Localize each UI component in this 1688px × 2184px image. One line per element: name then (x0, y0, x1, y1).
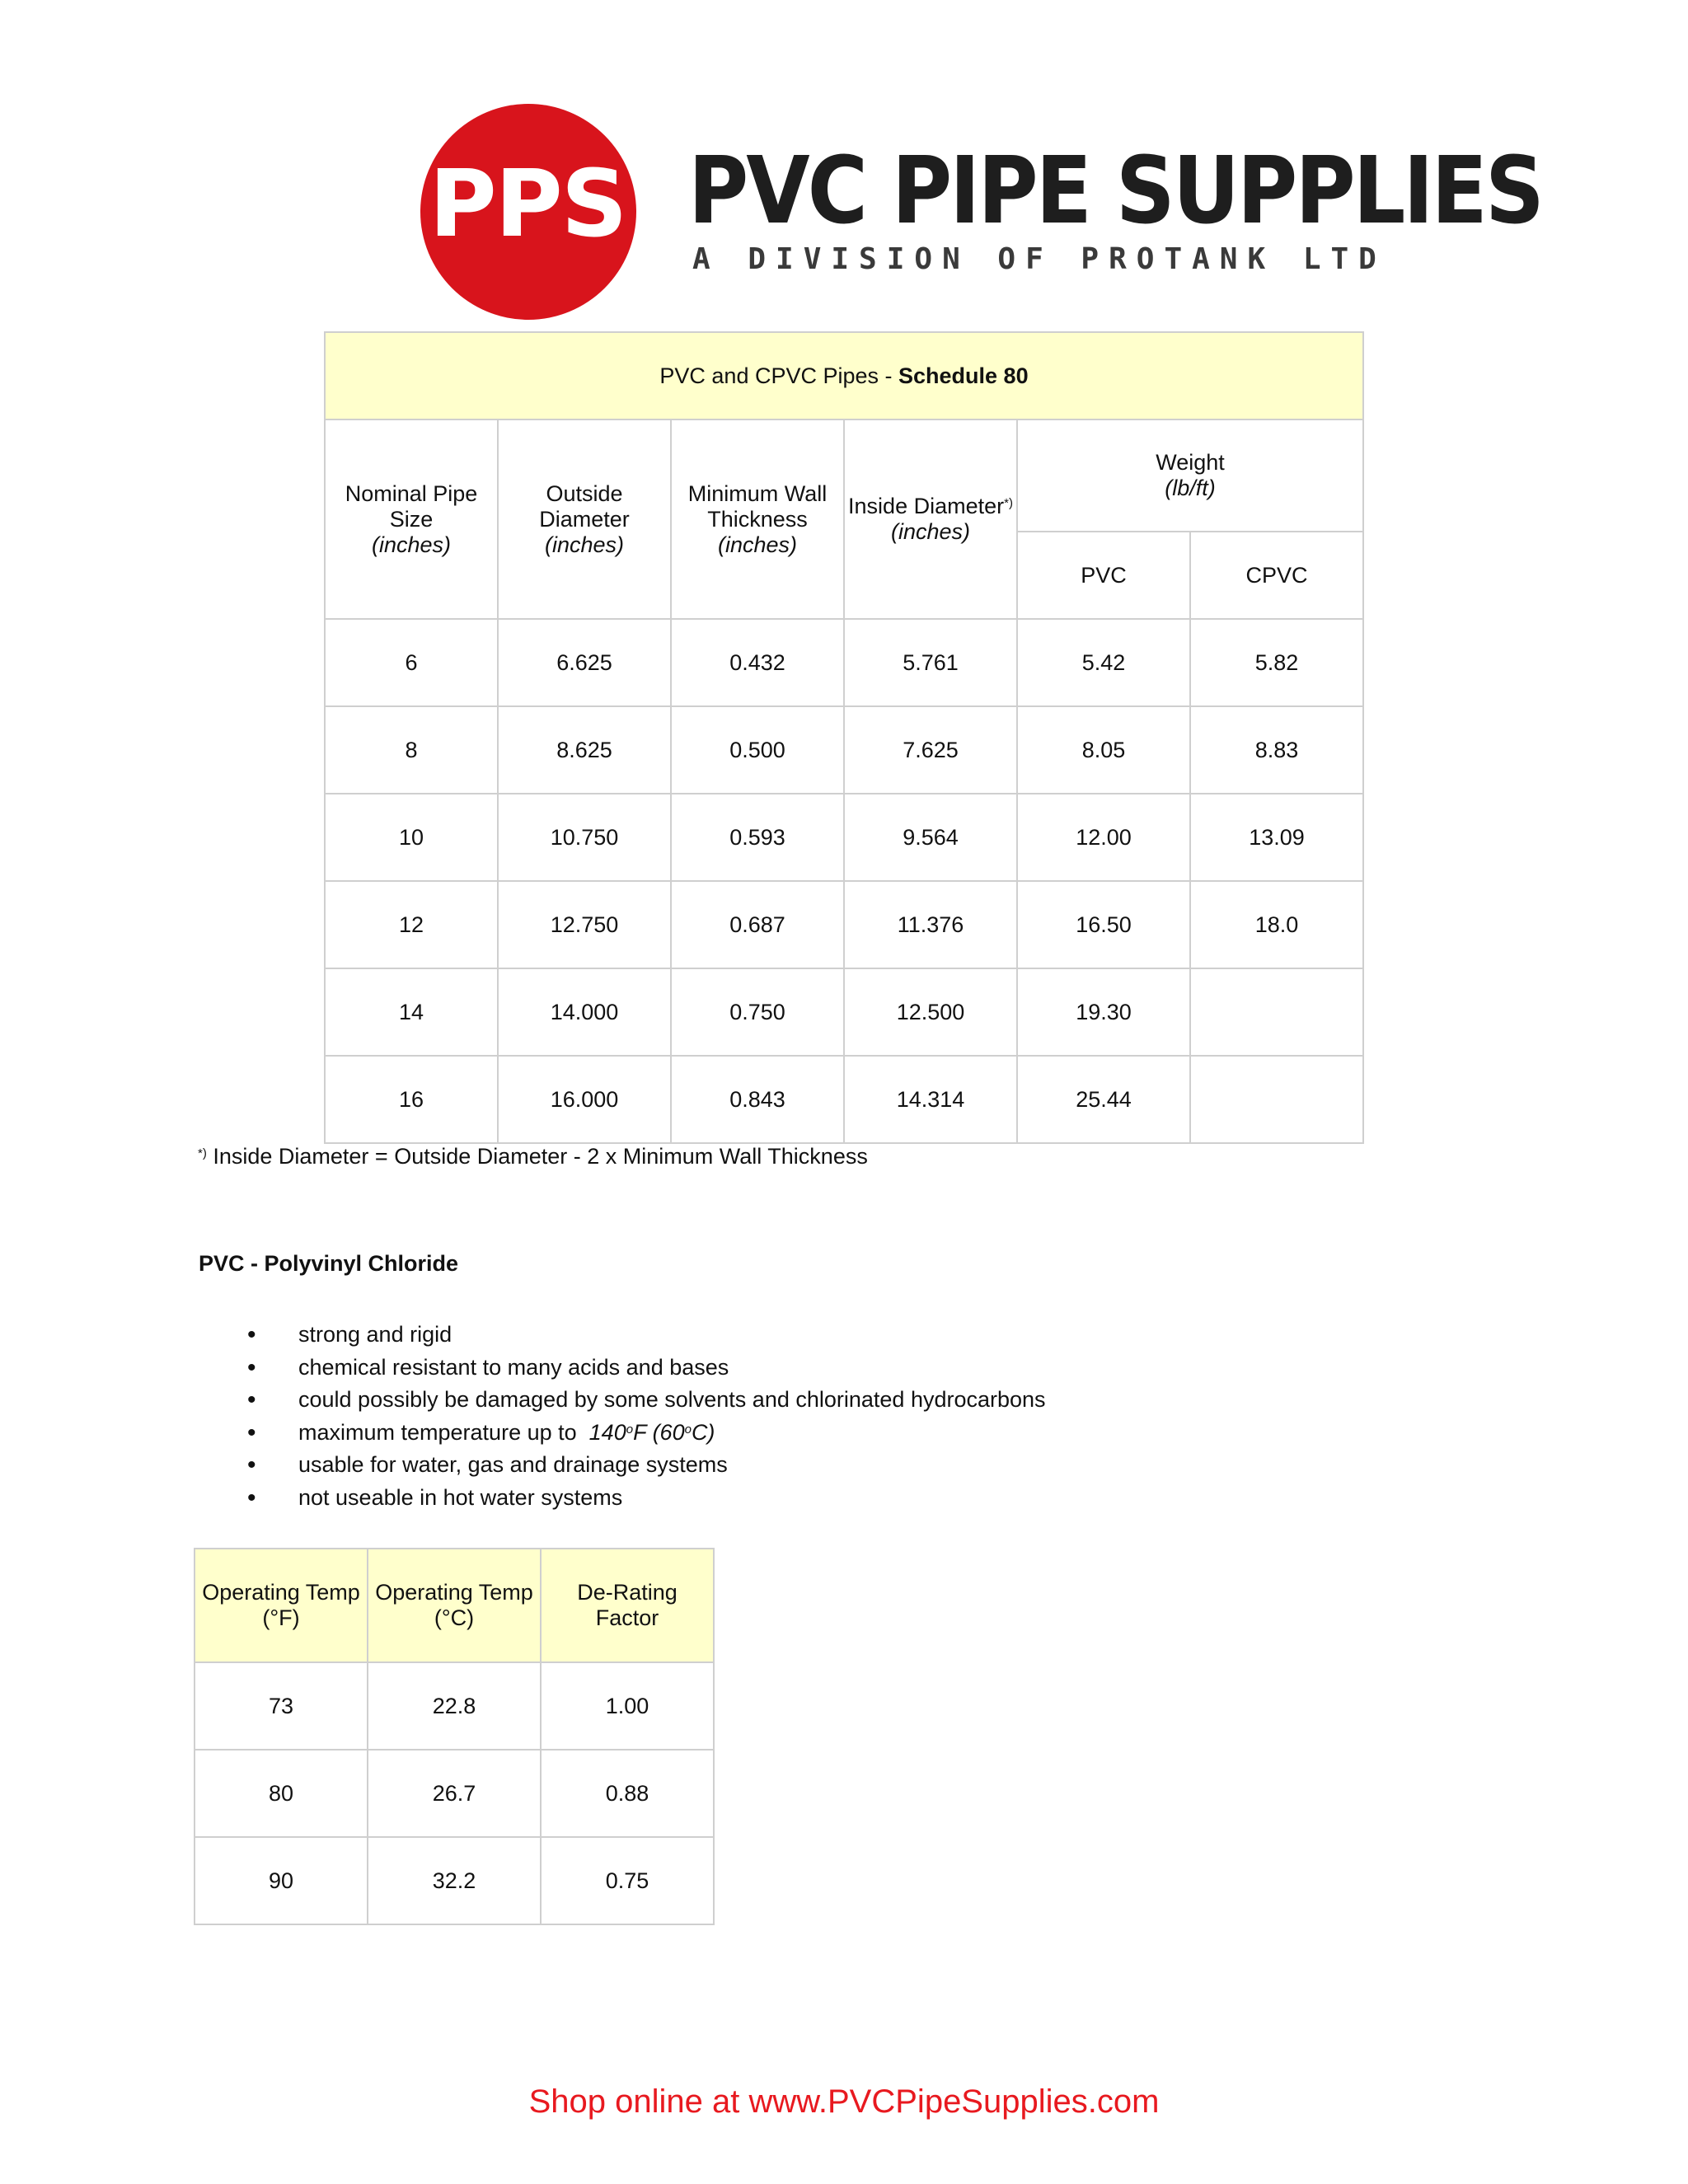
list-item-text: strong and rigid (298, 1322, 452, 1347)
logo-monogram: PPS (429, 151, 626, 258)
header-text: De-Rating (577, 1580, 678, 1605)
cell-temp-c: 22.8 (368, 1662, 541, 1750)
bullet-icon: • (247, 1418, 256, 1446)
table-title-bold: Schedule 80 (898, 363, 1029, 388)
bullet-icon: • (247, 1483, 256, 1511)
cell-factor: 0.75 (541, 1837, 714, 1924)
cell-outside: 6.625 (498, 619, 671, 706)
table-row (325, 968, 1363, 1056)
cell-inside: 14.314 (844, 1056, 1017, 1143)
cell-inside: 5.761 (844, 619, 1017, 706)
cell-factor: 1.00 (541, 1662, 714, 1750)
list-item-text: usable for water, gas and drainage systems (298, 1452, 728, 1477)
table-row (325, 619, 1363, 706)
cell-wall: 0.750 (671, 968, 844, 1056)
header-weight-cpvc: CPVC (1190, 532, 1363, 619)
header-text: Minimum Wall (687, 480, 828, 506)
cell-outside: 10.750 (498, 794, 671, 881)
footnote-text: Inside Diameter = Outside Diameter - 2 x Minimum Wall Thickness (206, 1144, 868, 1169)
derating-table (194, 1548, 715, 1925)
header-text: Nominal Pipe (345, 480, 478, 506)
logo-tagline: A DIVISION OF PROTANK LTD (692, 242, 1386, 276)
logo-company-name: PVC PIPE SUPPLIES (688, 136, 1542, 245)
cell-weight-cpvc: 8.83 (1190, 706, 1363, 794)
list-item (247, 1417, 1046, 1450)
header-unit: (°C) (434, 1605, 475, 1630)
cell-wall: 0.843 (671, 1056, 844, 1143)
cell-temp-f: 80 (195, 1750, 368, 1837)
bullet-icon: • (247, 1451, 256, 1479)
temp-c-unit: C) (691, 1419, 715, 1445)
cell-inside: 12.500 (844, 968, 1017, 1056)
header-wall-thickness (671, 419, 844, 619)
cell-nominal: 10 (325, 794, 498, 881)
list-item-text: could possibly be damaged by some solvents and chlorinated hydrocarbons (298, 1387, 1046, 1412)
cell-temp-f: 90 (195, 1837, 368, 1924)
table-title (325, 332, 1363, 419)
cell-temp-f: 73 (195, 1662, 368, 1750)
logo-tagline-row (692, 242, 1386, 276)
cell-inside: 11.376 (844, 881, 1017, 968)
header-unit: (inches) (544, 532, 625, 557)
list-item (247, 1449, 1046, 1482)
cell-weight-pvc: 16.50 (1017, 881, 1190, 968)
table-row (195, 1662, 714, 1750)
header-text: Operating Temp (375, 1580, 533, 1605)
table-row (325, 1056, 1363, 1143)
cell-weight-pvc: 8.05 (1017, 706, 1190, 794)
header-text: Weight (1156, 450, 1225, 475)
table-row (195, 1750, 714, 1837)
header-row-top (325, 419, 1363, 532)
schedule-80-table (324, 331, 1364, 1144)
cell-weight-pvc: 5.42 (1017, 619, 1190, 706)
cell-nominal: 8 (325, 706, 498, 794)
list-item-text: maximum temperature up to (298, 1419, 584, 1445)
header-text: Factor (595, 1605, 659, 1630)
cell-weight-cpvc: 13.09 (1190, 794, 1363, 881)
cell-wall: 0.687 (671, 881, 844, 968)
header-inside-diameter (844, 419, 1017, 619)
list-item (247, 1384, 1046, 1417)
cell-temp-c: 32.2 (368, 1837, 541, 1924)
derating-header-row (195, 1549, 714, 1662)
list-item (247, 1319, 1046, 1352)
header-text: Operating Temp (202, 1580, 360, 1605)
shop-online-link[interactable]: Shop online at www.PVCPipeSupplies.com (528, 2083, 1160, 2120)
cell-wall: 0.432 (671, 619, 844, 706)
cell-weight-pvc: 19.30 (1017, 968, 1190, 1056)
table-row (325, 881, 1363, 968)
header-text: Inside Diameter (848, 494, 1005, 518)
cell-inside: 9.564 (844, 794, 1017, 881)
header-weight (1017, 419, 1363, 532)
cell-wall: 0.500 (671, 706, 844, 794)
cell-outside: 14.000 (498, 968, 671, 1056)
cell-outside: 8.625 (498, 706, 671, 794)
table-title-row (325, 332, 1363, 419)
list-item-text: not useable in hot water systems (298, 1484, 623, 1510)
table-row (325, 706, 1363, 794)
temp-f-unit: F (60 (633, 1419, 685, 1445)
list-item-text: chemical resistant to many acids and bases (298, 1354, 729, 1380)
bullet-icon: • (247, 1353, 256, 1381)
bullet-icon: • (247, 1321, 256, 1348)
table-footnote (198, 1144, 868, 1169)
table-row (325, 794, 1363, 881)
cell-nominal: 6 (325, 619, 498, 706)
table-row (195, 1837, 714, 1924)
pvc-section-heading: PVC - Polyvinyl Chloride (199, 1251, 459, 1276)
footnote-marker: *) (1004, 496, 1013, 510)
header-unit: (inches) (890, 519, 971, 544)
cell-nominal: 12 (325, 881, 498, 968)
cell-inside: 7.625 (844, 706, 1017, 794)
footnote-marker: *) (198, 1146, 207, 1160)
company-logo (396, 91, 1542, 330)
header-text: Diameter (539, 506, 630, 532)
header-weight-pvc: PVC (1017, 532, 1190, 619)
cell-weight-cpvc: 5.82 (1190, 619, 1363, 706)
cell-temp-c: 26.7 (368, 1750, 541, 1837)
header-unit: (°F) (262, 1605, 300, 1630)
cell-nominal: 16 (325, 1056, 498, 1143)
list-item (247, 1482, 1046, 1515)
header-text: Outside (546, 480, 623, 506)
cell-weight-pvc: 12.00 (1017, 794, 1190, 881)
max-temperature-value (583, 1420, 715, 1445)
table-title-prefix: PVC and CPVC Pipes - (659, 363, 899, 388)
temp-f-value: 140 (588, 1419, 626, 1445)
cell-weight-pvc: 25.44 (1017, 1056, 1190, 1143)
cell-weight-cpvc: 18.0 (1190, 881, 1363, 968)
header-unit: (inches) (371, 532, 452, 557)
list-item (247, 1352, 1046, 1385)
cell-factor: 0.88 (541, 1750, 714, 1837)
degree-sign: o (684, 1422, 692, 1436)
header-nominal-size (325, 419, 498, 619)
header-unit: (inches) (717, 532, 798, 557)
pvc-feature-list (247, 1319, 1046, 1514)
bullet-icon: • (247, 1386, 256, 1413)
header-text: Size (389, 506, 434, 532)
header-temp-f (195, 1549, 368, 1662)
cell-outside: 16.000 (498, 1056, 671, 1143)
header-text: Thickness (707, 506, 808, 532)
cell-wall: 0.593 (671, 794, 844, 881)
header-outside-diameter (498, 419, 671, 619)
cell-nominal: 14 (325, 968, 498, 1056)
cell-weight-cpvc (1190, 1056, 1363, 1143)
cell-weight-cpvc (1190, 968, 1363, 1056)
degree-sign: o (626, 1422, 634, 1436)
header-temp-c (368, 1549, 541, 1662)
cell-outside: 12.750 (498, 881, 671, 968)
header-unit: (lb/ft) (1165, 476, 1216, 500)
header-derating-factor (541, 1549, 714, 1662)
